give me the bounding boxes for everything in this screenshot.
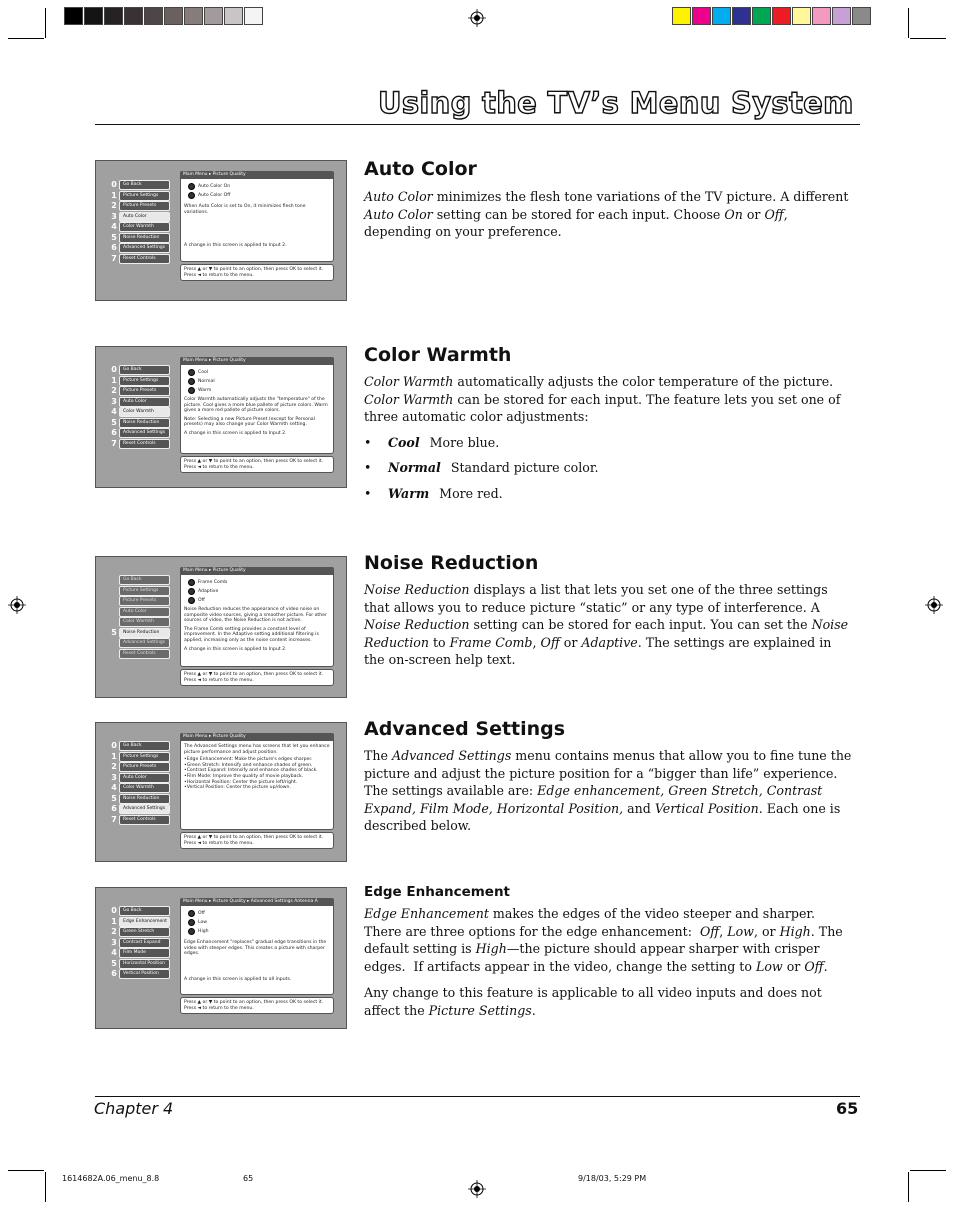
feature-list-item: •Horizontal Position: Center the picture left/right. (184, 779, 298, 785)
apply-note: A change in this screen is applied to Input 2. (184, 430, 287, 436)
menu-item-number: 2 (111, 927, 117, 936)
option-item[interactable]: Cool (188, 368, 330, 377)
radio-icon (188, 910, 195, 917)
menu-item-number: 7 (111, 253, 117, 263)
tv-menu-item[interactable] (110, 783, 170, 794)
tv-menu-item[interactable] (110, 917, 170, 928)
tv-menu-item[interactable] (110, 617, 170, 628)
menu-item-label: Color Warmth (119, 222, 170, 232)
tv-menu-list (110, 906, 170, 980)
screenshot-advanced-settings (95, 722, 347, 862)
color-swatch (692, 7, 711, 25)
navigation-hint: Press ▲ or ▼ to point to an option, then press OK to select it. Press ◄ to return to the menu. (180, 456, 334, 473)
tv-menu-list (110, 365, 170, 449)
help-text: The Frame Comb setting provides a constant level of improvement. In the Adaptive setting additional filtering is applied, increasing only as the noise content increases. (184, 626, 319, 643)
menu-item-number: 4 (111, 948, 117, 957)
menu-item-label: Picture Presets (119, 762, 170, 772)
radio-icon (188, 369, 195, 376)
menu-item-label: Advanced Settings (119, 428, 170, 438)
menu-item-number: 4 (111, 783, 117, 792)
option-item[interactable]: Normal (188, 377, 330, 386)
apply-note: A change in this screen is applied to all inputs. (184, 976, 292, 982)
feature-list-item: •Film Mode: Improve the quality of movie playback. (184, 773, 304, 779)
menu-item-number (110, 650, 118, 659)
menu-item-number (110, 597, 118, 606)
color-swatch (84, 7, 103, 25)
page-number: 65 (836, 1099, 859, 1118)
tv-menu-item[interactable] (110, 243, 170, 254)
menu-item-number: 7 (111, 438, 117, 448)
menu-item-label: Auto Color (119, 773, 170, 783)
menu-item-label: Edge Enhancement (119, 917, 170, 927)
navigation-hint: Press ▲ or ▼ to point to an option, then press OK to select it. Press ◄ to return to the menu. (180, 264, 334, 281)
menu-item-label: Go Back (119, 741, 170, 751)
tv-help-panel (180, 567, 334, 686)
color-swatch (732, 7, 751, 25)
page-title: Using the TV’s Menu System (378, 86, 854, 120)
color-swatch (832, 7, 851, 25)
tv-menu-item[interactable] (110, 638, 170, 649)
tv-menu-item[interactable] (110, 586, 170, 597)
noise-reduction-paragraph: Noise Reduction displays a list that lets you set one of the three settings that allows you to reduce picture “static” or any type of interference. A Noise Reduction setting can be stored for each input. You can set the Noise Reduction to Frame Comb, Off or Adaptive. The settings are explained in the on-screen help text. (364, 582, 849, 668)
menu-item-label: Color Warmth (119, 407, 170, 417)
menu-item-label: Color Warmth (119, 617, 170, 627)
tv-menu-item[interactable] (110, 212, 170, 223)
slug-page: 65 (243, 1174, 254, 1183)
menu-item-label: Go Back (119, 180, 170, 190)
color-swatch (104, 7, 123, 25)
breadcrumb: Main Menu ▸ Picture Quality (180, 357, 334, 364)
option-item[interactable]: High (188, 927, 330, 936)
menu-item-number: 3 (111, 772, 117, 782)
edge-enhancement-paragraph: Edge Enhancement makes the edges of the video steeper and sharper. There are three options for the edge enhancement: Off, Low, or High. The default setting is High—the picture should appear sharper with crisper edges. If artifacts appear in the video, change the setting to Low or Off. (364, 906, 843, 974)
color-swatch (184, 7, 203, 25)
menu-item-label: Noise Reduction (119, 794, 170, 804)
menu-item-number: 0 (111, 365, 117, 374)
option-item[interactable]: Off (188, 909, 330, 918)
menu-item-number: 3 (111, 396, 117, 406)
tv-menu-item[interactable] (110, 607, 170, 618)
radio-icon (188, 597, 195, 604)
color-swatch (164, 7, 183, 25)
advanced-settings-paragraph: The Advanced Settings menu contains menus that allow you to fine tune the picture and adjust the picture position for a “bigger than life” experience. The settings available are: Edge enhancement, Green Stretch, Contrast Expand, Film Mode, Horizontal Position, and Vertical Position. Each one is described below. (364, 748, 852, 834)
menu-item-number: 4 (111, 407, 117, 416)
menu-item-number (110, 608, 118, 617)
header-rule (95, 124, 860, 125)
navigation-hint: Press ▲ or ▼ to point to an option, then press OK to select it. Press ◄ to return to the menu. (180, 832, 334, 849)
color-swatch (64, 7, 83, 25)
menu-item-label: Color Warmth (119, 783, 170, 793)
tv-menu-item[interactable] (110, 762, 170, 773)
tv-menu-item[interactable] (110, 418, 170, 429)
breadcrumb: Main Menu ▸ Picture Quality (180, 171, 334, 178)
color-warmth-bullet: • Warm More red. (364, 486, 503, 501)
radio-icon (188, 387, 195, 394)
menu-item-number: 5 (111, 232, 117, 242)
menu-item-number: 0 (111, 180, 117, 189)
menu-item-number: 5 (111, 793, 117, 803)
help-text: Color Warmth automatically adjusts the "temperature" of the picture. Cool gives a more blue pallete of picture colors. Warm gives a more red pallete of picture colors. (184, 397, 328, 414)
breadcrumb: Main Menu ▸ Picture Quality ▸ Advanced Settings Antenna A (180, 898, 334, 905)
menu-item-label: Picture Presets (119, 201, 170, 211)
tv-menu-item[interactable] (110, 575, 170, 586)
radio-icon (188, 588, 195, 595)
color-swatch (672, 7, 691, 25)
registration-mark-icon (925, 596, 943, 614)
tv-menu-item[interactable] (110, 938, 170, 949)
menu-item-label: Noise Reduction (119, 233, 170, 243)
slug-filename: 1614682A.06_menu_8.8 (62, 1174, 160, 1183)
radio-icon (188, 919, 195, 926)
feature-list-item: •Vertical Position: Center the picture up/down. (184, 785, 291, 791)
help-text: When Auto Color is set to On, it minimizes flesh tone variations. (184, 204, 306, 215)
registration-mark-icon (468, 9, 486, 27)
footer-rule (95, 1096, 860, 1097)
breadcrumb: Main Menu ▸ Picture Quality (180, 567, 334, 574)
menu-item-number (110, 618, 118, 627)
tv-menu-item[interactable] (110, 906, 170, 917)
menu-item-label: Picture Settings (119, 586, 170, 596)
tv-menu-item[interactable] (110, 628, 170, 639)
tv-menu-item[interactable] (110, 927, 170, 938)
color-warmth-bullet: • Cool More blue. (364, 435, 500, 450)
option-item[interactable]: Frame Comb (188, 578, 330, 587)
menu-item-number: 0 (111, 906, 117, 915)
tv-menu-item[interactable] (110, 948, 170, 959)
menu-item-label: Picture Settings (119, 752, 170, 762)
feature-list-item: •Green Stretch: Intensify and enhance shades of green. (184, 762, 313, 768)
tv-menu-item[interactable] (110, 773, 170, 784)
tv-menu-item[interactable] (110, 428, 170, 439)
menu-item-number (110, 639, 118, 648)
menu-item-number: 1 (111, 751, 117, 761)
feature-list (184, 757, 330, 791)
option-item[interactable]: Off (188, 596, 330, 605)
menu-item-label: Contrast Expand (119, 938, 170, 948)
menu-item-label: Picture Settings (119, 191, 170, 201)
tv-menu-item[interactable] (110, 376, 170, 387)
menu-item-label: Reset Controls (119, 439, 170, 449)
radio-icon (188, 192, 195, 199)
tv-menu-item[interactable] (110, 386, 170, 397)
menu-item-number: 6 (111, 969, 117, 978)
menu-item-label: Go Back (119, 365, 170, 375)
tv-menu-item[interactable] (110, 233, 170, 244)
navigation-hint: Press ▲ or ▼ to point to an option, then press OK to select it. Press ◄ to return to the menu. (180, 669, 334, 686)
tv-help-panel (180, 898, 334, 1014)
option-item[interactable]: Warm (188, 386, 330, 395)
color-swatch (124, 7, 143, 25)
noise-reduction-heading: Noise Reduction (364, 552, 539, 574)
tv-menu-item[interactable] (110, 407, 170, 418)
color-swatch (224, 7, 243, 25)
menu-item-label: Picture Presets (119, 596, 170, 606)
feature-list-item: •Contrast Expand: Intensify and enhance shades of black. (184, 768, 318, 774)
menu-item-label: Go Back (119, 575, 170, 585)
option-item[interactable]: Auto Color Off (188, 191, 330, 200)
menu-item-label: Reset Controls (119, 815, 170, 825)
menu-item-number: 2 (111, 762, 117, 771)
menu-item-label: Green Stretch (119, 927, 170, 937)
registration-mark-icon (8, 596, 26, 614)
menu-item-number: 5 (111, 627, 117, 637)
screenshot-edge-enhancement (95, 887, 347, 1029)
menu-item-number: 1 (111, 916, 117, 926)
tv-menu-item[interactable] (110, 191, 170, 202)
tv-menu-item[interactable] (110, 365, 170, 376)
menu-item-number: 6 (111, 804, 117, 813)
option-item[interactable]: Adaptive (188, 587, 330, 596)
tv-menu-item[interactable] (110, 741, 170, 752)
color-swatch (772, 7, 791, 25)
menu-item-number (110, 576, 118, 585)
menu-item-number: 4 (111, 222, 117, 231)
tv-menu-item[interactable] (110, 254, 170, 265)
radio-icon (188, 378, 195, 385)
color-swatch (244, 7, 263, 25)
menu-item-number: 2 (111, 386, 117, 395)
color-swatch (204, 7, 223, 25)
radio-icon (188, 183, 195, 190)
menu-item-label: Advanced Settings (119, 638, 170, 648)
tv-menu-list (110, 180, 170, 264)
tv-menu-item[interactable] (110, 201, 170, 212)
auto-color-heading: Auto Color (364, 158, 477, 180)
menu-item-label: Noise Reduction (119, 418, 170, 428)
menu-item-label: Reset Controls (119, 254, 170, 264)
menu-item-number: 1 (111, 190, 117, 200)
edge-enhancement-note: Any change to this feature is applicable to all video inputs and does not affect the Picture Settings. (364, 985, 822, 1018)
feature-list-item: •Edge Enhancement: Make the picture's edges sharper. (184, 757, 313, 763)
registration-mark-icon (468, 1180, 486, 1198)
menu-item-number: 6 (111, 428, 117, 437)
menu-item-label: Vertical Position (119, 969, 170, 979)
menu-item-label: Picture Presets (119, 386, 170, 396)
tv-menu-item[interactable] (110, 222, 170, 233)
menu-item-number: 3 (111, 937, 117, 947)
menu-item-label: Horizontal Position (119, 959, 170, 969)
menu-item-number: 5 (111, 958, 117, 968)
color-warmth-heading: Color Warmth (364, 344, 512, 366)
slug-date: 9/18/03, 5:29 PM (578, 1174, 647, 1183)
tv-menu-list (110, 741, 170, 825)
menu-item-label: Reset Controls (119, 649, 170, 659)
color-swatch (752, 7, 771, 25)
tv-menu-item[interactable] (110, 439, 170, 450)
apply-note: A change in this screen is applied to Input 2. (184, 243, 287, 249)
navigation-hint: Press ▲ or ▼ to point to an option, then press OK to select it. Press ◄ to return to the menu. (180, 997, 334, 1014)
menu-item-number (110, 587, 118, 596)
menu-item-number: 0 (111, 741, 117, 750)
menu-item-number: 1 (111, 375, 117, 385)
color-warmth-paragraph: Color Warmth automatically adjusts the color temperature of the picture. Color Warmth can be stored for each input. The feature lets you set one of three automatic color adjustments: (364, 374, 841, 425)
color-swatch (144, 7, 163, 25)
tv-menu-item[interactable] (110, 397, 170, 408)
menu-item-label: Film Mode (119, 948, 170, 958)
menu-item-label: Picture Settings (119, 376, 170, 386)
tv-menu-item[interactable] (110, 794, 170, 805)
menu-item-number: 7 (111, 814, 117, 824)
edge-enhancement-heading: Edge Enhancement (364, 884, 511, 900)
tv-menu-item[interactable] (110, 804, 170, 815)
menu-item-number: 3 (111, 211, 117, 221)
advanced-settings-heading: Advanced Settings (364, 718, 566, 740)
tv-menu-item[interactable] (110, 815, 170, 826)
menu-item-label: Advanced Settings (119, 804, 170, 814)
color-warmth-bullet: • Normal Standard picture color. (364, 460, 599, 475)
radio-icon (188, 579, 195, 586)
menu-item-label: Auto Color (119, 607, 170, 617)
tv-menu-item[interactable] (110, 959, 170, 970)
help-text: Note: Selecting a new Picture Preset (except for Personal presets) may also change your Color Warmth setting. (184, 416, 315, 428)
color-swatch (812, 7, 831, 25)
screenshot-color-warmth (95, 346, 347, 488)
chapter-label: Chapter 4 (94, 1099, 174, 1118)
menu-item-number: 6 (111, 243, 117, 252)
tv-menu-item[interactable] (110, 649, 170, 660)
auto-color-paragraph: Auto Color minimizes the flesh tone variations of the TV picture. A different Auto Color setting can be stored for each input. Choose On or Off, depending on your preference. (364, 189, 849, 240)
option-item[interactable]: Low (188, 918, 330, 927)
help-text: Edge Enhancement "replaces" gradual edge transitions in the video with steeper edges. This creates a picture with sharper edges. (184, 940, 327, 957)
color-swatch (712, 7, 731, 25)
tv-menu-list (110, 575, 170, 659)
tv-menu-item[interactable] (110, 752, 170, 763)
menu-item-label: Noise Reduction (119, 628, 170, 638)
tv-help-panel (180, 171, 334, 281)
tv-menu-item[interactable] (110, 180, 170, 191)
tv-menu-item[interactable] (110, 596, 170, 607)
tv-menu-item[interactable] (110, 969, 170, 980)
option-item[interactable]: Auto Color On (188, 182, 330, 191)
menu-item-label: Auto Color (119, 397, 170, 407)
screenshot-noise-reduction (95, 556, 347, 698)
radio-icon (188, 928, 195, 935)
breadcrumb: Main Menu ▸ Picture Quality (180, 733, 334, 740)
help-text: Noise Reduction reduces the appearance of video noise on composite video sources, giving a smoother picture. For other sources of video, the Noise Reduction is not active. (184, 607, 327, 624)
color-swatch (792, 7, 811, 25)
menu-item-number: 2 (111, 201, 117, 210)
screenshot-auto-color (95, 160, 347, 301)
menu-item-label: Go Back (119, 906, 170, 916)
tv-help-panel (180, 357, 334, 473)
menu-item-label: Auto Color (119, 212, 170, 222)
menu-item-number: 5 (111, 417, 117, 427)
apply-note: A change in this screen is applied to Input 2. (184, 646, 287, 652)
tv-help-panel (180, 733, 334, 849)
help-text: The Advanced Settings menu has screens that let you enhance picture performance and adjust position. (184, 744, 330, 755)
color-swatch (852, 7, 871, 25)
menu-item-label: Advanced Settings (119, 243, 170, 253)
